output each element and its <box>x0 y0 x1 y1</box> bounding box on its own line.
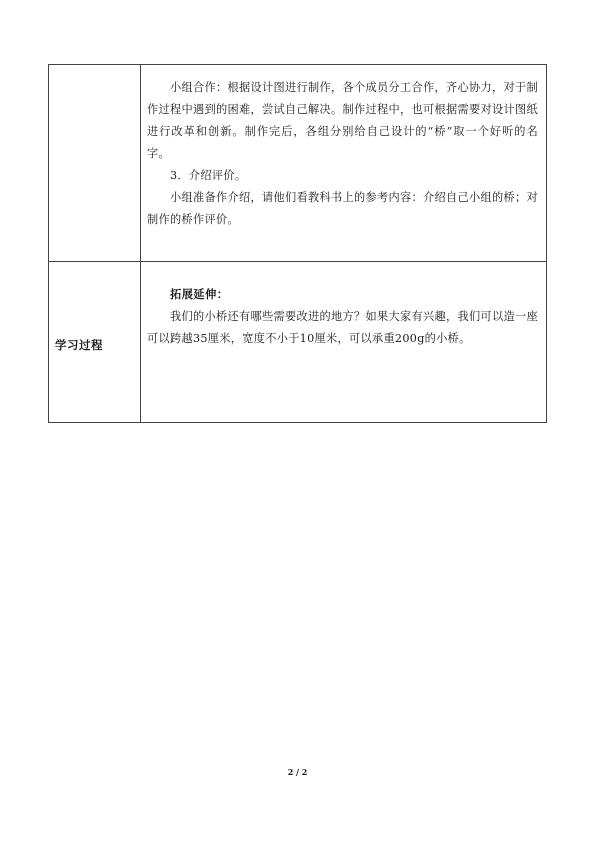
row-label-cell <box>49 262 141 423</box>
row-label-learning-process: 学习过程 <box>55 338 103 352</box>
extension-heading: 拓展延伸： <box>170 288 229 301</box>
paragraph-extension: 我们的小桥还有哪些需要改进的地方？如果大家有兴趣，我们可以造一座可以跨越35厘米，宽度不小于10厘米，可以承重200g的小桥。 <box>147 310 538 345</box>
paragraph-intro-eval: 小组准备作介绍，请他们看教科书上的参考内容：介绍自己小组的桥；对制作的桥作评价。 <box>147 191 538 226</box>
paragraph-group-work: 小组合作：根据设计图进行制作，各个成员分工合作，齐心协力，对于制作过程中遇到的困难，尝试自己解决。制作过程中，也可根据需要对设计图纸进行改革和创新。制作完后，各组分别给自己设计的“桥”取一个好听的名字。 <box>147 81 538 160</box>
row-content-cell <box>141 65 547 262</box>
row-content-cell <box>141 262 547 423</box>
paragraph-intro-eval-heading: 3．介绍评价。 <box>170 169 247 182</box>
page-number: 2 / 2 <box>287 767 308 777</box>
row-label-cell <box>49 65 141 262</box>
table-row <box>49 262 547 423</box>
table-row <box>49 65 547 262</box>
lesson-table <box>48 64 547 423</box>
